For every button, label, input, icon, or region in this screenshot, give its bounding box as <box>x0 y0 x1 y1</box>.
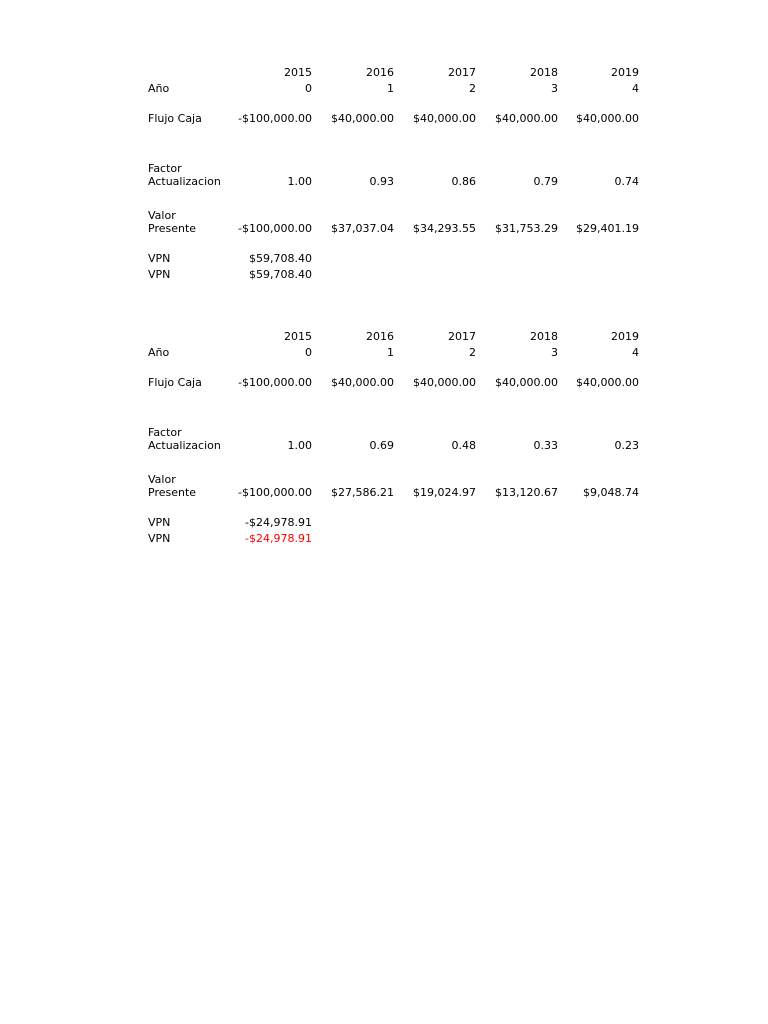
year-row <box>148 65 643 80</box>
vpn-value[interactable]: $59,708.40 <box>249 252 312 265</box>
year-row <box>148 329 643 344</box>
present-value-cell[interactable]: $34,293.55 <box>413 222 476 235</box>
year-cell[interactable]: 2015 <box>284 330 312 343</box>
factor-cells <box>228 438 639 453</box>
vpn-label[interactable]: VPN <box>148 532 171 545</box>
present-value-cell[interactable]: $9,048.74 <box>583 486 639 499</box>
factor-row <box>148 174 643 189</box>
vpn-row <box>148 267 643 282</box>
present-value-cell[interactable]: $13,120.67 <box>495 486 558 499</box>
cash-flow-cell[interactable]: $40,000.00 <box>576 112 639 125</box>
present-value-cells <box>228 485 639 500</box>
period-cell[interactable]: 3 <box>551 346 558 359</box>
vpn-value[interactable]: -$24,978.91 <box>245 516 312 529</box>
factor-cell[interactable]: 1.00 <box>287 175 312 188</box>
present-value-row <box>148 221 643 236</box>
factor-cells <box>228 174 639 189</box>
factor-row <box>148 438 643 453</box>
period-cells <box>228 345 639 360</box>
cash-flow-cell[interactable]: $40,000.00 <box>331 112 394 125</box>
cash-flow-cell[interactable]: -$100,000.00 <box>238 112 312 125</box>
factor-cell[interactable]: 0.86 <box>451 175 476 188</box>
vpn-cells <box>228 531 639 546</box>
actualizacion-label[interactable]: Actualizacion <box>148 175 221 188</box>
factor-cell[interactable]: 1.00 <box>287 439 312 452</box>
presente-label[interactable]: Presente <box>148 222 197 235</box>
factor-cell[interactable]: 0.74 <box>614 175 639 188</box>
factor-label[interactable]: Factor <box>148 162 182 175</box>
ano-label[interactable]: Año <box>148 346 170 359</box>
cash-flow-cells <box>228 111 639 126</box>
vpn-label[interactable]: VPN <box>148 268 171 281</box>
period-row <box>148 81 643 96</box>
factor-cell[interactable]: 0.33 <box>533 439 558 452</box>
year-cell[interactable]: 2017 <box>448 66 476 79</box>
factor-cell[interactable]: 0.79 <box>533 175 558 188</box>
cash-flow-row <box>148 375 643 390</box>
period-cell[interactable]: 0 <box>305 346 312 359</box>
cash-flow-cell[interactable]: -$100,000.00 <box>238 376 312 389</box>
factor-cell[interactable]: 0.93 <box>369 175 394 188</box>
factor-cell[interactable]: 0.69 <box>369 439 394 452</box>
vpn-value[interactable]: $59,708.40 <box>249 268 312 281</box>
factor-cell[interactable]: 0.48 <box>451 439 476 452</box>
year-cell[interactable]: 2018 <box>530 330 558 343</box>
present-value-cell[interactable]: -$100,000.00 <box>238 222 312 235</box>
period-cell[interactable]: 4 <box>632 346 639 359</box>
vpn-label[interactable]: VPN <box>148 516 171 529</box>
present-value-cell[interactable]: $19,024.97 <box>413 486 476 499</box>
actualizacion-label[interactable]: Actualizacion <box>148 439 221 452</box>
factor-label[interactable]: Factor <box>148 426 182 439</box>
cash-flow-cell[interactable]: $40,000.00 <box>413 112 476 125</box>
flujo-caja-label[interactable]: Flujo Caja <box>148 376 202 389</box>
vpn-label[interactable]: VPN <box>148 252 171 265</box>
vpn-row <box>148 515 643 530</box>
cash-flow-cell[interactable]: $40,000.00 <box>495 112 558 125</box>
cash-flow-cell[interactable]: $40,000.00 <box>576 376 639 389</box>
present-value-cell[interactable]: $31,753.29 <box>495 222 558 235</box>
period-row <box>148 345 643 360</box>
present-value-row <box>148 485 643 500</box>
period-cell[interactable]: 2 <box>469 346 476 359</box>
year-cell[interactable]: 2016 <box>366 66 394 79</box>
year-cell[interactable]: 2017 <box>448 330 476 343</box>
present-value-cells <box>228 221 639 236</box>
valor-label[interactable]: Valor <box>148 473 176 486</box>
period-cell[interactable]: 3 <box>551 82 558 95</box>
vpn-cells <box>228 267 639 282</box>
vpn-row <box>148 251 643 266</box>
year-cell[interactable]: 2018 <box>530 66 558 79</box>
ano-label[interactable]: Año <box>148 82 170 95</box>
present-value-cell[interactable]: -$100,000.00 <box>238 486 312 499</box>
year-cell[interactable]: 2019 <box>611 66 639 79</box>
year-cell[interactable]: 2015 <box>284 66 312 79</box>
cash-flow-cell[interactable]: $40,000.00 <box>495 376 558 389</box>
cash-flow-cell[interactable]: $40,000.00 <box>413 376 476 389</box>
vpn-row <box>148 531 643 546</box>
cash-flow-cell[interactable]: $40,000.00 <box>331 376 394 389</box>
vpn-cells <box>228 251 639 266</box>
flujo-caja-label[interactable]: Flujo Caja <box>148 112 202 125</box>
present-value-cell[interactable]: $37,037.04 <box>331 222 394 235</box>
valor-label[interactable]: Valor <box>148 209 176 222</box>
presente-label[interactable]: Presente <box>148 486 197 499</box>
period-cell[interactable]: 1 <box>387 346 394 359</box>
vpn-cells <box>228 515 639 530</box>
year-cell[interactable]: 2016 <box>366 330 394 343</box>
period-cell[interactable]: 0 <box>305 82 312 95</box>
cash-flow-row <box>148 111 643 126</box>
period-cell[interactable]: 1 <box>387 82 394 95</box>
present-value-cell[interactable]: $27,586.21 <box>331 486 394 499</box>
period-cells <box>228 81 639 96</box>
year-cells <box>228 329 639 344</box>
period-cell[interactable]: 4 <box>632 82 639 95</box>
vpn-value-negative[interactable]: -$24,978.91 <box>245 532 312 545</box>
factor-cell[interactable]: 0.23 <box>614 439 639 452</box>
present-value-cell[interactable]: $29,401.19 <box>576 222 639 235</box>
year-cells <box>228 65 639 80</box>
period-cell[interactable]: 2 <box>469 82 476 95</box>
cash-flow-cells <box>228 375 639 390</box>
year-cell[interactable]: 2019 <box>611 330 639 343</box>
